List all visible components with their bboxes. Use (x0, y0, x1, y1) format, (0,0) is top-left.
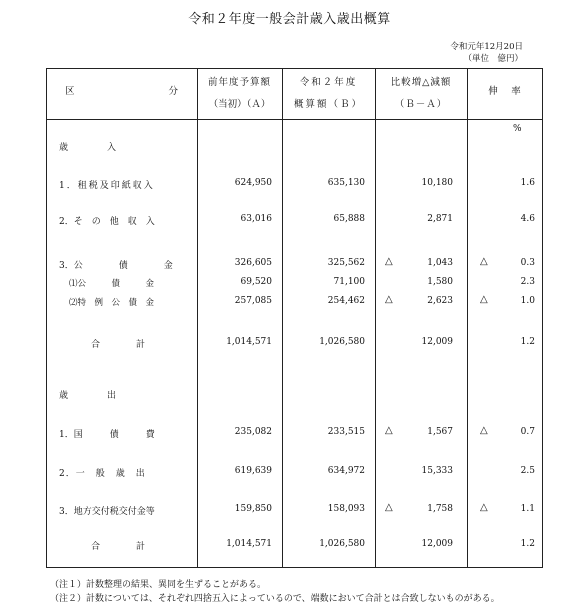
cell-estimate: 325,562 (327, 258, 365, 268)
cell-estimate: 158,093 (327, 504, 365, 514)
header-prior-budget-line1: 前年度予算額 (207, 77, 271, 88)
cell-estimate: 635,130 (327, 178, 365, 188)
header-prior-budget-line2: （当初）（Ａ） (208, 99, 271, 110)
cell-estimate: 1,026,580 (319, 337, 365, 347)
row-label: 2．一 般 歳 出 (59, 469, 146, 479)
column-divider (375, 69, 376, 567)
cell-growth: 1.0 (520, 296, 535, 306)
footnotes (50, 578, 500, 606)
row-label-total: 合 計 (91, 542, 146, 552)
cell-difference: 1,758 (427, 504, 453, 514)
row-label: ⑵特 例 公 債 金 (69, 298, 155, 308)
cell-prior: 235,082 (234, 427, 272, 437)
cell-difference: 12,009 (421, 539, 453, 549)
decrease-triangle: △ (385, 502, 393, 513)
cell-growth: 2.3 (520, 277, 535, 287)
cell-estimate: 1,026,580 (319, 539, 365, 549)
header-estimate (282, 72, 375, 116)
decrease-triangle: △ (480, 294, 488, 305)
header-category-b: 分 (168, 86, 180, 97)
section-revenue: 歳 入 (59, 143, 120, 153)
header-category-a: 区 (65, 86, 77, 97)
cell-prior: 619,639 (234, 466, 272, 476)
section-expenditure: 歳 出 (59, 391, 120, 401)
cell-growth: 1.1 (520, 504, 535, 514)
cell-growth: 1.6 (520, 178, 535, 188)
cell-growth: 1.2 (520, 539, 535, 549)
cell-growth: 1.2 (520, 337, 535, 347)
cell-prior: 257,085 (234, 296, 272, 306)
decrease-triangle: △ (385, 256, 393, 267)
cell-growth: 4.6 (520, 214, 535, 224)
column-divider (467, 69, 468, 567)
cell-estimate: 71,100 (333, 277, 365, 287)
cell-prior: 69,520 (240, 277, 272, 287)
cell-estimate: 65,888 (333, 214, 365, 224)
budget-table (46, 68, 543, 568)
unit-text: （単位 億円） (463, 54, 523, 64)
row-label: 1．国 債 費 (59, 430, 155, 440)
cell-growth: 0.7 (520, 427, 535, 437)
header-difference-line2: （Ｂ－Ａ） (394, 99, 448, 110)
header-growth-rate: 伸 率 (488, 86, 523, 97)
page-title: 令和２年度一般会計歳入歳出概算 (188, 12, 391, 27)
cell-prior: 1,014,571 (226, 337, 272, 347)
cell-difference: 1,580 (427, 277, 453, 287)
column-divider (282, 69, 283, 567)
header-divider (47, 119, 542, 120)
date-unit-block (450, 41, 523, 65)
row-label: 1．租税及印紙収入 (59, 181, 155, 191)
cell-difference: 2,623 (427, 296, 453, 306)
cell-estimate: 233,515 (327, 427, 365, 437)
header-prior-budget (197, 72, 282, 116)
cell-prior: 624,950 (234, 178, 272, 188)
row-label: 3．公 債 金 (59, 261, 173, 271)
header-estimate-line1: 令和２年度 (299, 77, 358, 88)
column-divider (197, 69, 198, 567)
footnote-2: （注２）計数については、それぞれ四捨五入によっているので、端数において合計とは合致しないものがある。 (50, 594, 500, 604)
header-estimate-line2: 概算額（Ｂ） (293, 99, 363, 110)
decrease-triangle: △ (480, 502, 488, 513)
decrease-triangle: △ (480, 256, 488, 267)
cell-difference: 15,333 (421, 466, 453, 476)
decrease-triangle: △ (385, 294, 393, 305)
cell-estimate: 634,972 (327, 466, 365, 476)
cell-difference: 10,180 (421, 178, 453, 188)
cell-growth: 2.5 (520, 466, 535, 476)
cell-difference: 1,567 (427, 427, 453, 437)
row-label: ⑴公 債 金 (69, 279, 155, 289)
cell-difference: 2,871 (427, 214, 453, 224)
cell-prior: 326,605 (234, 258, 272, 268)
decrease-triangle: △ (480, 425, 488, 436)
row-label: 2．そ の 他 収 入 (59, 217, 155, 227)
decrease-triangle: △ (385, 425, 393, 436)
row-label: 3．地方交付税交付金等 (59, 507, 155, 517)
row-label-total: 合 計 (91, 340, 146, 350)
header-category (65, 81, 180, 103)
percent-unit: % (513, 124, 522, 134)
cell-prior: 63,016 (240, 214, 272, 224)
cell-growth: 0.3 (520, 258, 535, 268)
cell-prior: 1,014,571 (226, 539, 272, 549)
date-text: 令和元年12月20日 (450, 42, 523, 52)
cell-difference: 1,043 (427, 258, 453, 268)
footnote-1: （注１）計数整理の結果、異同を生ずることがある。 (50, 580, 267, 590)
cell-prior: 159,850 (234, 504, 272, 514)
cell-difference: 12,009 (421, 337, 453, 347)
cell-estimate: 254,462 (327, 296, 365, 306)
header-difference (375, 72, 467, 116)
header-difference-line1: 比較増△減額 (390, 77, 452, 88)
